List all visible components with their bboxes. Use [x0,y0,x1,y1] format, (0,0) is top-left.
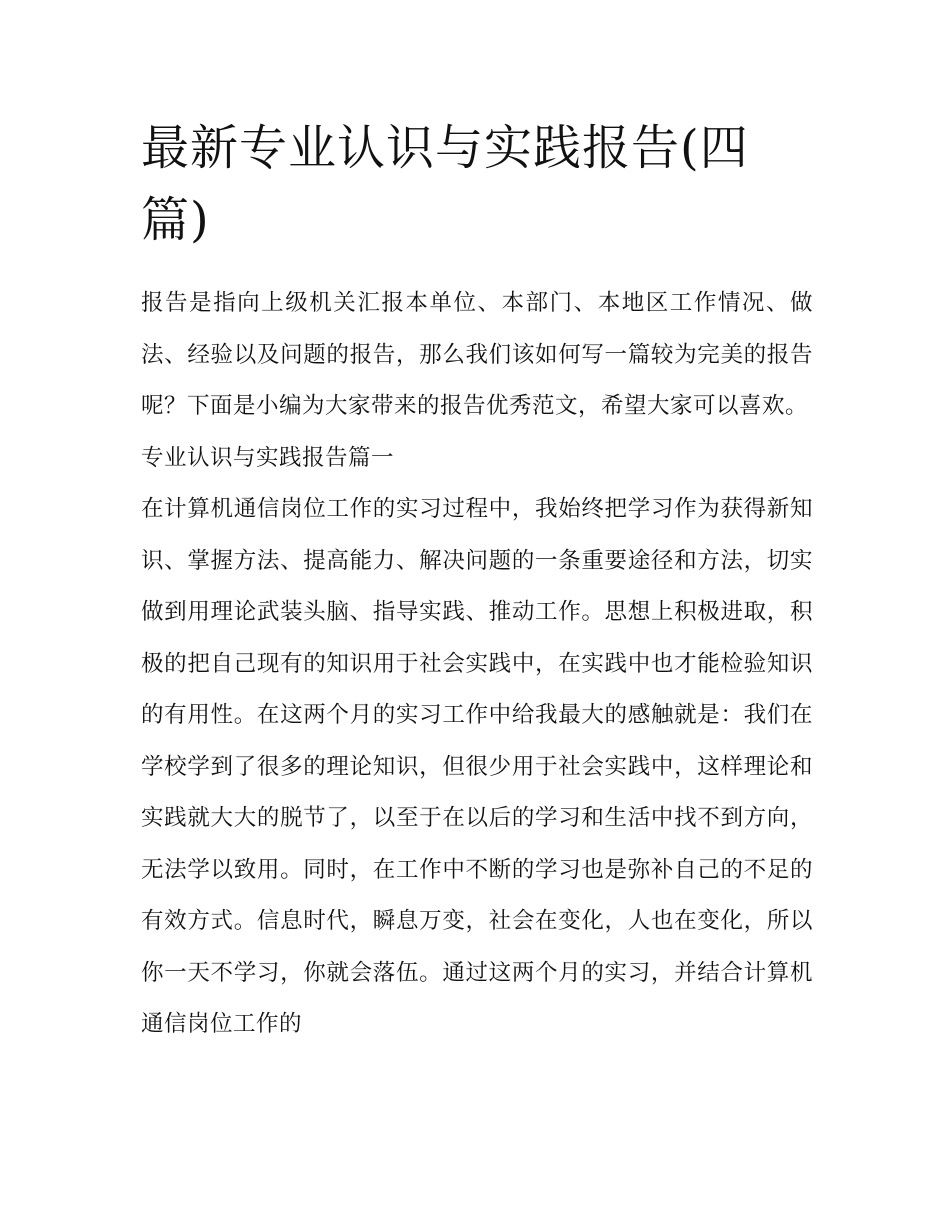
document-content [141,112,813,1051]
document-title: 最新专业认识与实践报告(四篇) [141,120,749,248]
section-heading: 专业认识与实践报告篇一 [141,444,395,471]
intro-paragraph: 报告是指向上级机关汇报本单位、本部门、本地区工作情况、做法、经验以及问题的报告，那么我们该如何写一篇较为完美的报告呢？下面是小编为大家带来的报告优秀范文，希望大家可以喜欢。 [141,290,813,419]
body-paragraph: 在计算机通信岗位工作的实习过程中，我始终把学习作为获得新知识、掌握方法、提高能力、解决问题的一条重要途径和方法，切实做到用理论武装头脑、指导实践、推动工作。思想上积极进取，积极的把自己现有的知识用于社会实践中，在实践中也才能检验知识的有用性。在这两个月的实习工作中给我最大的感触就是：我们在学校学到了很多的理论知识，但很少用于社会实践中，这样理论和实践就大大的脱节了，以至于在以后的学习和生活中找不到方向，无法学以致用。同时，在工作中不断的学习也是弥补自己的不足的有效方式。信息时代，瞬息万变，社会在变化，人也在变化，所以你一天不学习，你就会落伍。通过这两个月的实习，并结合计算机通信岗位工作的 [141,496,813,1037]
